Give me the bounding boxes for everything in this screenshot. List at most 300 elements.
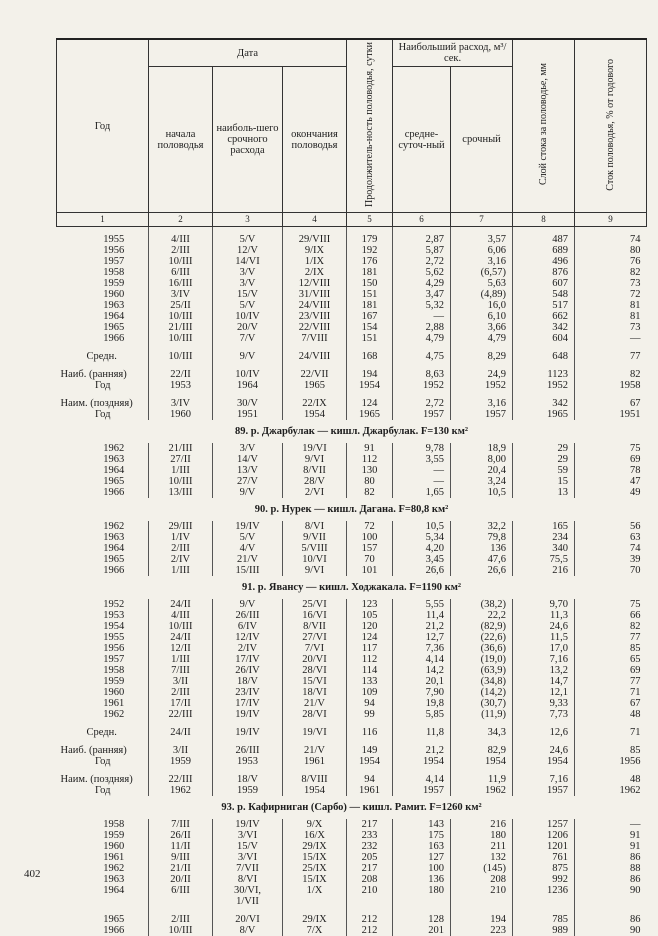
table-cell	[347, 687, 393, 698]
table-row	[57, 565, 647, 576]
table-cell	[149, 532, 213, 543]
cell-text: 16,0	[487, 300, 507, 312]
cell-text: 1953	[170, 380, 191, 392]
table-cell	[575, 532, 647, 543]
cell-text: 22/VIII	[298, 322, 331, 334]
cell-text: 9/III	[171, 852, 190, 864]
cell-text: 80	[364, 476, 375, 488]
cell-text: 14/VI	[235, 256, 260, 268]
cell-text: 163	[428, 841, 445, 853]
table-cell	[57, 852, 149, 863]
cell-text: 74	[630, 234, 641, 246]
section-caption: 93. р. Кафирниган (Сарбо) — кишл. Рамит. F=1260 км²	[221, 802, 482, 814]
cell-text: 29/III	[168, 521, 193, 533]
table-cell	[393, 398, 451, 420]
table-cell	[283, 676, 347, 687]
cell-text: 1954	[423, 756, 445, 768]
cell-text: 1959	[170, 756, 191, 768]
table-cell	[149, 245, 213, 256]
table-cell	[57, 256, 149, 267]
table-cell	[347, 454, 393, 465]
table-cell	[513, 863, 575, 874]
cell-text: 94	[364, 774, 375, 786]
table-cell	[451, 665, 513, 676]
cell-text: (30,7)	[480, 698, 507, 710]
table-cell	[57, 267, 149, 278]
cell-text: 3/V	[239, 267, 256, 279]
table-cell	[451, 234, 513, 245]
cell-text: 13,2	[549, 665, 569, 677]
table-cell	[575, 925, 647, 936]
cell-text: 132	[490, 852, 507, 864]
table-cell	[451, 289, 513, 300]
cell-text: 1959	[103, 830, 125, 842]
table-cell	[283, 687, 347, 698]
table-cell	[451, 398, 513, 420]
table-cell	[575, 300, 647, 311]
cell-text: 1236	[547, 885, 569, 897]
table-cell	[513, 245, 575, 256]
table-cell	[575, 698, 647, 709]
cell-text: 21,2	[425, 745, 445, 757]
table-cell	[451, 727, 513, 738]
table-cell	[393, 830, 451, 841]
cell-text: 10/IV	[235, 369, 260, 381]
cell-text: 989	[552, 925, 569, 936]
cell-text: 3,45	[425, 554, 445, 566]
cell-text: 9,78	[425, 443, 445, 455]
table-cell	[283, 745, 347, 767]
table-cell	[283, 709, 347, 720]
cell-text: 12/IV	[235, 632, 260, 644]
table-cell	[451, 487, 513, 498]
cell-text: 8,00	[487, 454, 507, 466]
table-cell	[513, 300, 575, 311]
table-cell	[513, 289, 575, 300]
table-row	[57, 322, 647, 333]
table-cell	[149, 234, 213, 245]
table-cell	[575, 610, 647, 621]
cell-text: 1/X	[306, 885, 323, 897]
table-cell	[575, 398, 647, 420]
table-cell	[213, 727, 283, 738]
cell-text: 73	[630, 278, 641, 290]
cell-text: 5/VIII	[301, 543, 328, 555]
table-cell	[57, 698, 149, 709]
cell-text: 18,9	[487, 443, 507, 455]
section-caption: 89. р. Джарбулак — кишл. Джарбулак. F=130 км²	[235, 426, 469, 438]
cell-text: 194	[361, 369, 378, 381]
table-cell	[575, 852, 647, 863]
table-cell	[513, 532, 575, 543]
table-cell	[149, 709, 213, 720]
table-cell	[57, 521, 149, 532]
cell-text: 662	[552, 311, 569, 323]
col-header-duration: Продолжитель-ность половодья, сутки	[347, 39, 393, 213]
cell-text: 67	[630, 398, 641, 410]
cell-text: 167	[361, 311, 378, 323]
table-cell	[347, 632, 393, 643]
table-cell	[347, 665, 393, 676]
table-cell	[393, 369, 451, 391]
table-cell	[347, 398, 393, 420]
cell-text: 81	[630, 311, 641, 323]
cell-text: 19/IV	[235, 819, 260, 831]
table-cell	[513, 554, 575, 565]
cell-text: 4,79	[425, 333, 445, 345]
table-cell	[57, 676, 149, 687]
table-cell	[283, 599, 347, 610]
cell-text: 232	[361, 841, 378, 853]
table-cell	[393, 532, 451, 543]
cell-text: 112	[361, 654, 378, 666]
cell-text: 6/III	[171, 267, 190, 279]
cell-text: 117	[361, 643, 378, 655]
cell-text: 1958	[103, 819, 125, 831]
table-cell	[347, 543, 393, 554]
cell-text: 1962	[619, 785, 641, 797]
cell-text: 20/VI	[235, 914, 260, 926]
cell-text: 16/III	[168, 278, 193, 290]
table-cell	[57, 322, 149, 333]
table-cell	[347, 565, 393, 576]
cell-text: 17/IV	[235, 698, 260, 710]
column-number: 7	[451, 213, 513, 227]
table-cell	[213, 311, 283, 322]
cell-text: 47,6	[487, 554, 507, 566]
section-caption: 91. р. Яванcу — кишл. Ходжакала. F=1190 км²	[242, 582, 461, 594]
table-cell	[451, 841, 513, 852]
cell-text: 18/V	[237, 676, 258, 688]
cell-text: (22,6)	[480, 632, 507, 644]
cell-text: 79,8	[487, 532, 507, 544]
table-cell	[149, 610, 213, 621]
cell-text: 10/III	[168, 256, 193, 268]
section-caption: 90. р. Нурек — кишл. Дагана. F=80,8 км²	[254, 504, 449, 516]
table-cell	[393, 322, 451, 333]
cell-text: (36,6)	[480, 643, 507, 655]
cell-text: 9/VII	[303, 532, 326, 544]
cell-text: 48	[630, 709, 641, 721]
cell-text: 5/V	[239, 234, 256, 246]
table-cell	[57, 278, 149, 289]
table-cell	[213, 830, 283, 841]
cell-text: 82	[364, 487, 375, 499]
cell-text: 154	[361, 322, 378, 334]
cell-text: 1956	[103, 245, 125, 257]
cell-text: 5,34	[425, 532, 445, 544]
table-cell	[513, 621, 575, 632]
table-cell	[283, 621, 347, 632]
cell-text: (82,9)	[480, 621, 507, 633]
table-cell	[347, 643, 393, 654]
cell-text: 3,55	[425, 454, 445, 466]
table-cell	[575, 256, 647, 267]
cell-text: 1954	[485, 756, 507, 768]
table-cell	[575, 234, 647, 245]
cell-text: 1965	[547, 409, 569, 421]
table-cell	[57, 885, 149, 907]
table-cell	[149, 632, 213, 643]
cell-text: —	[433, 311, 445, 323]
table-row	[57, 914, 647, 925]
cell-text: 1958	[103, 267, 125, 279]
cell-text: 77	[630, 351, 641, 363]
cell-text: 59	[557, 465, 569, 477]
cell-text: 8/VI	[237, 874, 258, 886]
cell-text: 7/VI	[304, 643, 325, 655]
cell-text: 1952	[423, 380, 445, 392]
table-cell	[513, 521, 575, 532]
table-cell	[393, 351, 451, 362]
table-cell	[57, 465, 149, 476]
cell-text: 1956	[619, 756, 641, 768]
cell-text: 7/VIII	[301, 333, 328, 345]
cell-text: 26/II	[170, 830, 191, 842]
table-cell	[347, 443, 393, 454]
cell-text: 9/V	[239, 351, 256, 363]
cell-text: 15/IX	[302, 874, 327, 886]
cell-text: 4/III	[171, 610, 190, 622]
table-cell	[149, 863, 213, 874]
table-row	[57, 256, 647, 267]
cell-text: 234	[552, 532, 569, 544]
cell-text: 10/III	[168, 621, 193, 633]
table-row	[57, 465, 647, 476]
cell-text: 77	[630, 676, 641, 688]
table-row	[57, 687, 647, 698]
table-cell	[513, 311, 575, 322]
table-cell	[513, 543, 575, 554]
cell-text: 9/VI	[304, 454, 325, 466]
table-row	[57, 476, 647, 487]
table-cell	[149, 351, 213, 362]
cell-text: 128	[428, 914, 445, 926]
cell-text: 15/VI	[302, 676, 327, 688]
table-cell	[149, 852, 213, 863]
table-cell	[451, 863, 513, 874]
table-cell	[451, 543, 513, 554]
table-cell	[393, 885, 451, 907]
table-cell	[575, 709, 647, 720]
table-cell	[575, 465, 647, 476]
table-cell	[513, 487, 575, 498]
cell-text: Средн.	[86, 727, 117, 739]
cell-text: 3/IV	[170, 398, 191, 410]
cell-text: 10/III	[168, 333, 193, 345]
cell-text: 2/III	[171, 245, 190, 257]
table-cell	[451, 819, 513, 830]
cell-text: 26/III	[235, 610, 260, 622]
cell-text: 2/IV	[237, 643, 258, 655]
cell-text: 3/VI	[237, 852, 258, 864]
cell-text: 208	[490, 874, 507, 886]
cell-text: 25/II	[170, 300, 191, 312]
cell-text: 130	[361, 465, 378, 477]
table-cell	[149, 643, 213, 654]
table-cell	[347, 745, 393, 767]
table-cell	[513, 727, 575, 738]
table-cell	[575, 487, 647, 498]
cell-text: 208	[361, 874, 378, 886]
cell-text: 24,6	[549, 621, 569, 633]
table-row	[57, 774, 647, 796]
table-row	[57, 398, 647, 420]
table-cell	[149, 322, 213, 333]
table-cell	[57, 554, 149, 565]
table-cell	[283, 885, 347, 907]
column-number: 5	[347, 213, 393, 227]
cell-text: 86	[630, 874, 641, 886]
table-cell	[513, 369, 575, 391]
table-cell	[213, 465, 283, 476]
cell-text: 15/III	[235, 565, 260, 577]
cell-text: 10,5	[487, 487, 507, 499]
cell-text: 1962	[103, 863, 125, 875]
table-row	[57, 267, 647, 278]
table-cell	[149, 621, 213, 632]
cell-text: Наим. (поздняя)	[60, 774, 133, 786]
cell-text: 10/III	[168, 351, 193, 363]
table-cell	[451, 885, 513, 907]
cell-text: 7,16	[549, 654, 569, 666]
table-cell	[513, 841, 575, 852]
cell-text: 3/IV	[170, 289, 191, 301]
cell-text: 3,47	[425, 289, 445, 301]
table-cell	[283, 398, 347, 420]
table-cell	[283, 643, 347, 654]
cell-text: (63,9)	[480, 665, 507, 677]
cell-text: 604	[552, 333, 569, 345]
cell-text: 27/II	[170, 454, 191, 466]
table-cell	[575, 687, 647, 698]
cell-text: 1962	[103, 521, 125, 533]
table-cell	[513, 565, 575, 576]
table-cell	[393, 476, 451, 487]
table-row	[57, 521, 647, 532]
cell-text: 2,87	[425, 234, 445, 246]
cell-text: 10/IV	[235, 311, 260, 323]
table-cell	[451, 465, 513, 476]
cell-text: 17,0	[549, 643, 569, 655]
cell-text: 77	[630, 632, 641, 644]
table-cell	[513, 885, 575, 907]
table-cell	[451, 925, 513, 936]
cell-text: 211	[490, 841, 507, 853]
table-cell	[451, 565, 513, 576]
table-cell	[213, 610, 283, 621]
table-cell	[347, 698, 393, 709]
table-cell	[283, 914, 347, 925]
spacer-row	[57, 344, 647, 351]
cell-text: 1954	[359, 380, 381, 392]
table-cell	[149, 443, 213, 454]
table-cell	[347, 351, 393, 362]
col-header-start: начала половодья	[149, 67, 213, 213]
table-row	[57, 300, 647, 311]
table-row	[57, 369, 647, 391]
table-cell	[213, 476, 283, 487]
table-cell	[347, 863, 393, 874]
table-cell	[57, 454, 149, 465]
table-cell	[513, 676, 575, 687]
cell-text: 91	[630, 841, 641, 853]
cell-text: 18/V	[237, 774, 258, 786]
table-cell	[575, 476, 647, 487]
column-number: 4	[283, 213, 347, 227]
cell-text: 10/III	[168, 925, 193, 936]
table-cell	[283, 333, 347, 344]
table-cell	[513, 914, 575, 925]
table-cell	[575, 654, 647, 665]
cell-text: 1951	[619, 409, 641, 421]
table-cell	[347, 311, 393, 322]
cell-text: 1963	[103, 300, 125, 312]
column-number: 2	[149, 213, 213, 227]
table-cell	[393, 632, 451, 643]
cell-text: 1960	[103, 687, 125, 699]
table-cell	[451, 245, 513, 256]
cell-text: 1954	[304, 409, 326, 421]
cell-text: 28/V	[304, 476, 326, 488]
spacer-row	[57, 391, 647, 398]
table-cell	[393, 234, 451, 245]
table-cell	[213, 709, 283, 720]
cell-text: 1964	[103, 311, 125, 323]
table-cell	[393, 841, 451, 852]
table-row	[57, 852, 647, 863]
cell-text: 31/VIII	[298, 289, 331, 301]
cell-text: 27/VI	[302, 632, 327, 644]
table-cell	[575, 676, 647, 687]
table-cell	[513, 610, 575, 621]
cell-text: 496	[552, 256, 569, 268]
table-cell	[347, 727, 393, 738]
cell-text: 30/VI,	[233, 885, 262, 897]
table-cell	[513, 774, 575, 796]
cell-text: 90	[630, 925, 641, 936]
cell-text: Год	[95, 756, 111, 768]
cell-text: 1965	[103, 476, 125, 488]
cell-text: 82	[630, 621, 641, 633]
cell-text: 143	[428, 819, 445, 831]
table-cell	[149, 289, 213, 300]
table-cell	[393, 267, 451, 278]
cell-text: 10/VI	[302, 554, 327, 566]
cell-text: 785	[552, 914, 569, 926]
table-cell	[393, 311, 451, 322]
table-cell	[283, 863, 347, 874]
table-cell	[451, 830, 513, 841]
cell-text: 11/II	[170, 841, 191, 853]
table-cell	[513, 351, 575, 362]
table-cell	[575, 278, 647, 289]
table-cell	[149, 925, 213, 936]
table-cell	[283, 322, 347, 333]
cell-text: 1957	[547, 785, 569, 797]
cell-text: 648	[552, 351, 569, 363]
cell-text: 6/III	[171, 885, 190, 897]
cell-text: 4/V	[239, 543, 256, 555]
cell-text: —	[630, 819, 641, 831]
cell-text: 168	[361, 351, 378, 363]
cell-text: 3/II	[172, 676, 189, 688]
table-cell	[213, 698, 283, 709]
table-row	[57, 245, 647, 256]
cell-text: 9,33	[549, 698, 569, 710]
table-cell	[149, 727, 213, 738]
cell-text: 70	[364, 554, 375, 566]
